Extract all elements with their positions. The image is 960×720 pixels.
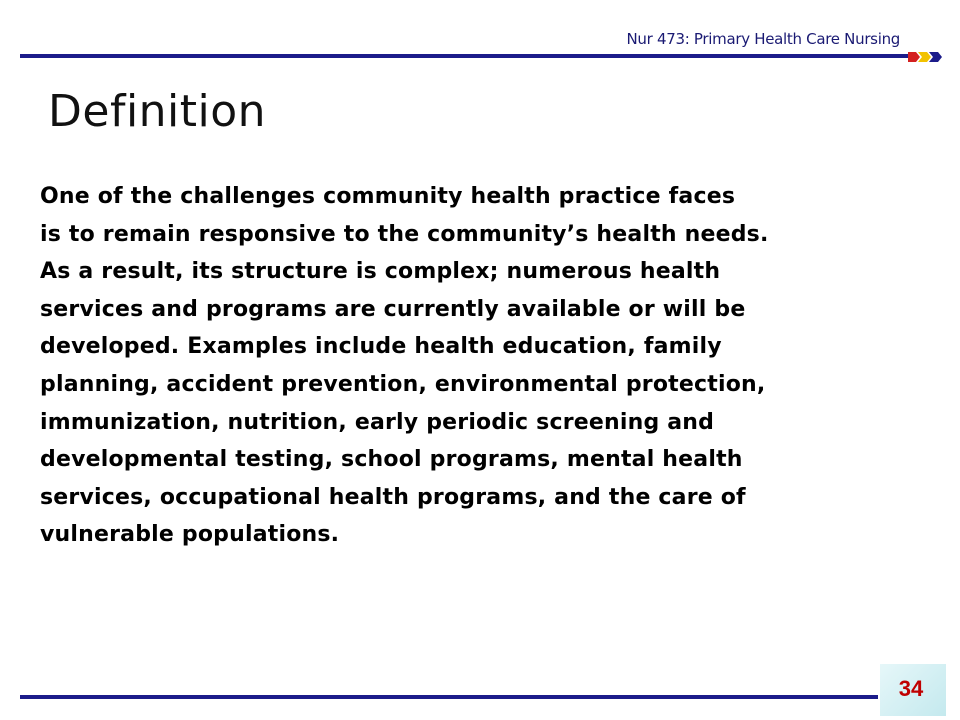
course-title: Nur 473: Primary Health Care Nursing (626, 30, 900, 48)
triple-arrow-icon (908, 51, 946, 63)
body-line: As a result, its structure is complex; numerous health (40, 259, 721, 285)
body-line: services and programs are currently available or will be (40, 296, 746, 322)
bottom-rule (20, 695, 880, 699)
slide-title: Definition (48, 86, 267, 137)
body-line: developed. Examples include health education, family (40, 334, 722, 360)
top-rule (20, 54, 910, 58)
body-paragraph (40, 178, 930, 554)
body-line: developmental testing, school programs, mental health (40, 447, 743, 473)
body-line: One of the challenges community health practice faces (40, 184, 736, 209)
body-line: services, occupational health programs, and the care of (40, 484, 746, 510)
body-line: vulnerable populations. (40, 522, 340, 548)
body-line: planning, accident prevention, environmental protection, (40, 371, 766, 397)
body-line: is to remain responsive to the community’s health needs. (40, 221, 769, 247)
body-line: immunization, nutrition, early periodic screening and (40, 409, 715, 435)
page-number: 34 (898, 676, 924, 701)
